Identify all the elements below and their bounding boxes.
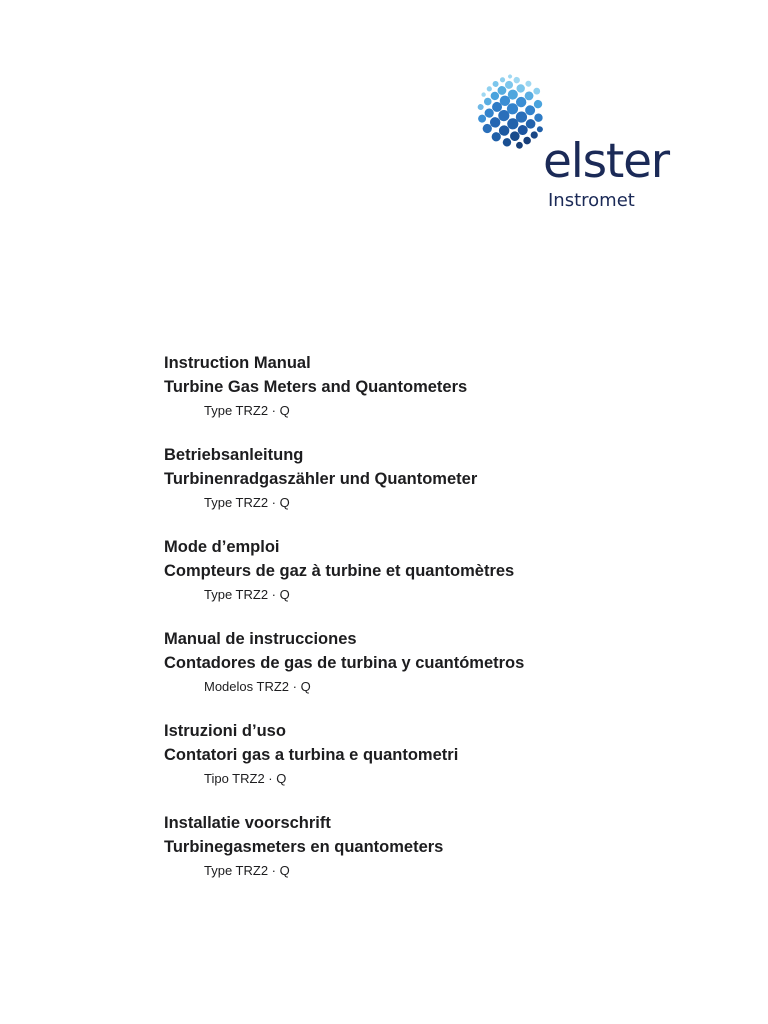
section-title: Betriebsanleitung (164, 446, 304, 464)
elster-instromet-logo (464, 66, 694, 226)
brand-name: elster (543, 134, 669, 189)
section-type: Modelos TRZ2 · Q (204, 679, 311, 694)
section-spanish (164, 627, 724, 696)
section-type: Type TRZ2 · Q (204, 403, 290, 418)
brand-sub-name: Instromet (548, 190, 635, 211)
section-german (164, 443, 724, 512)
section-type: Tipo TRZ2 · Q (204, 771, 287, 786)
section-title: Manual de instrucciones (164, 630, 357, 648)
section-subtitle: Contadores de gas de turbina y cuantómetros (164, 654, 525, 672)
section-title: Installatie voorschrift (164, 814, 331, 832)
section-subtitle: Turbinegasmeters en quantometers (164, 838, 444, 856)
section-type: Type TRZ2 · Q (204, 495, 290, 510)
language-sections (164, 351, 724, 903)
section-title: Mode d’emploi (164, 538, 280, 556)
section-subtitle: Compteurs de gaz à turbine et quantomètres (164, 562, 515, 580)
section-subtitle: Contatori gas a turbina e quantometri (164, 746, 459, 764)
section-italian (164, 719, 724, 788)
section-french (164, 535, 724, 604)
section-subtitle: Turbinenradgaszähler und Quantometer (164, 470, 478, 488)
section-english (164, 351, 724, 420)
section-title: Istruzioni d’uso (164, 722, 286, 740)
section-type: Type TRZ2 · Q (204, 863, 290, 878)
section-type: Type TRZ2 · Q (204, 587, 290, 602)
section-dutch (164, 811, 724, 880)
section-title: Instruction Manual (164, 354, 311, 372)
section-subtitle: Turbine Gas Meters and Quantometers (164, 378, 468, 396)
